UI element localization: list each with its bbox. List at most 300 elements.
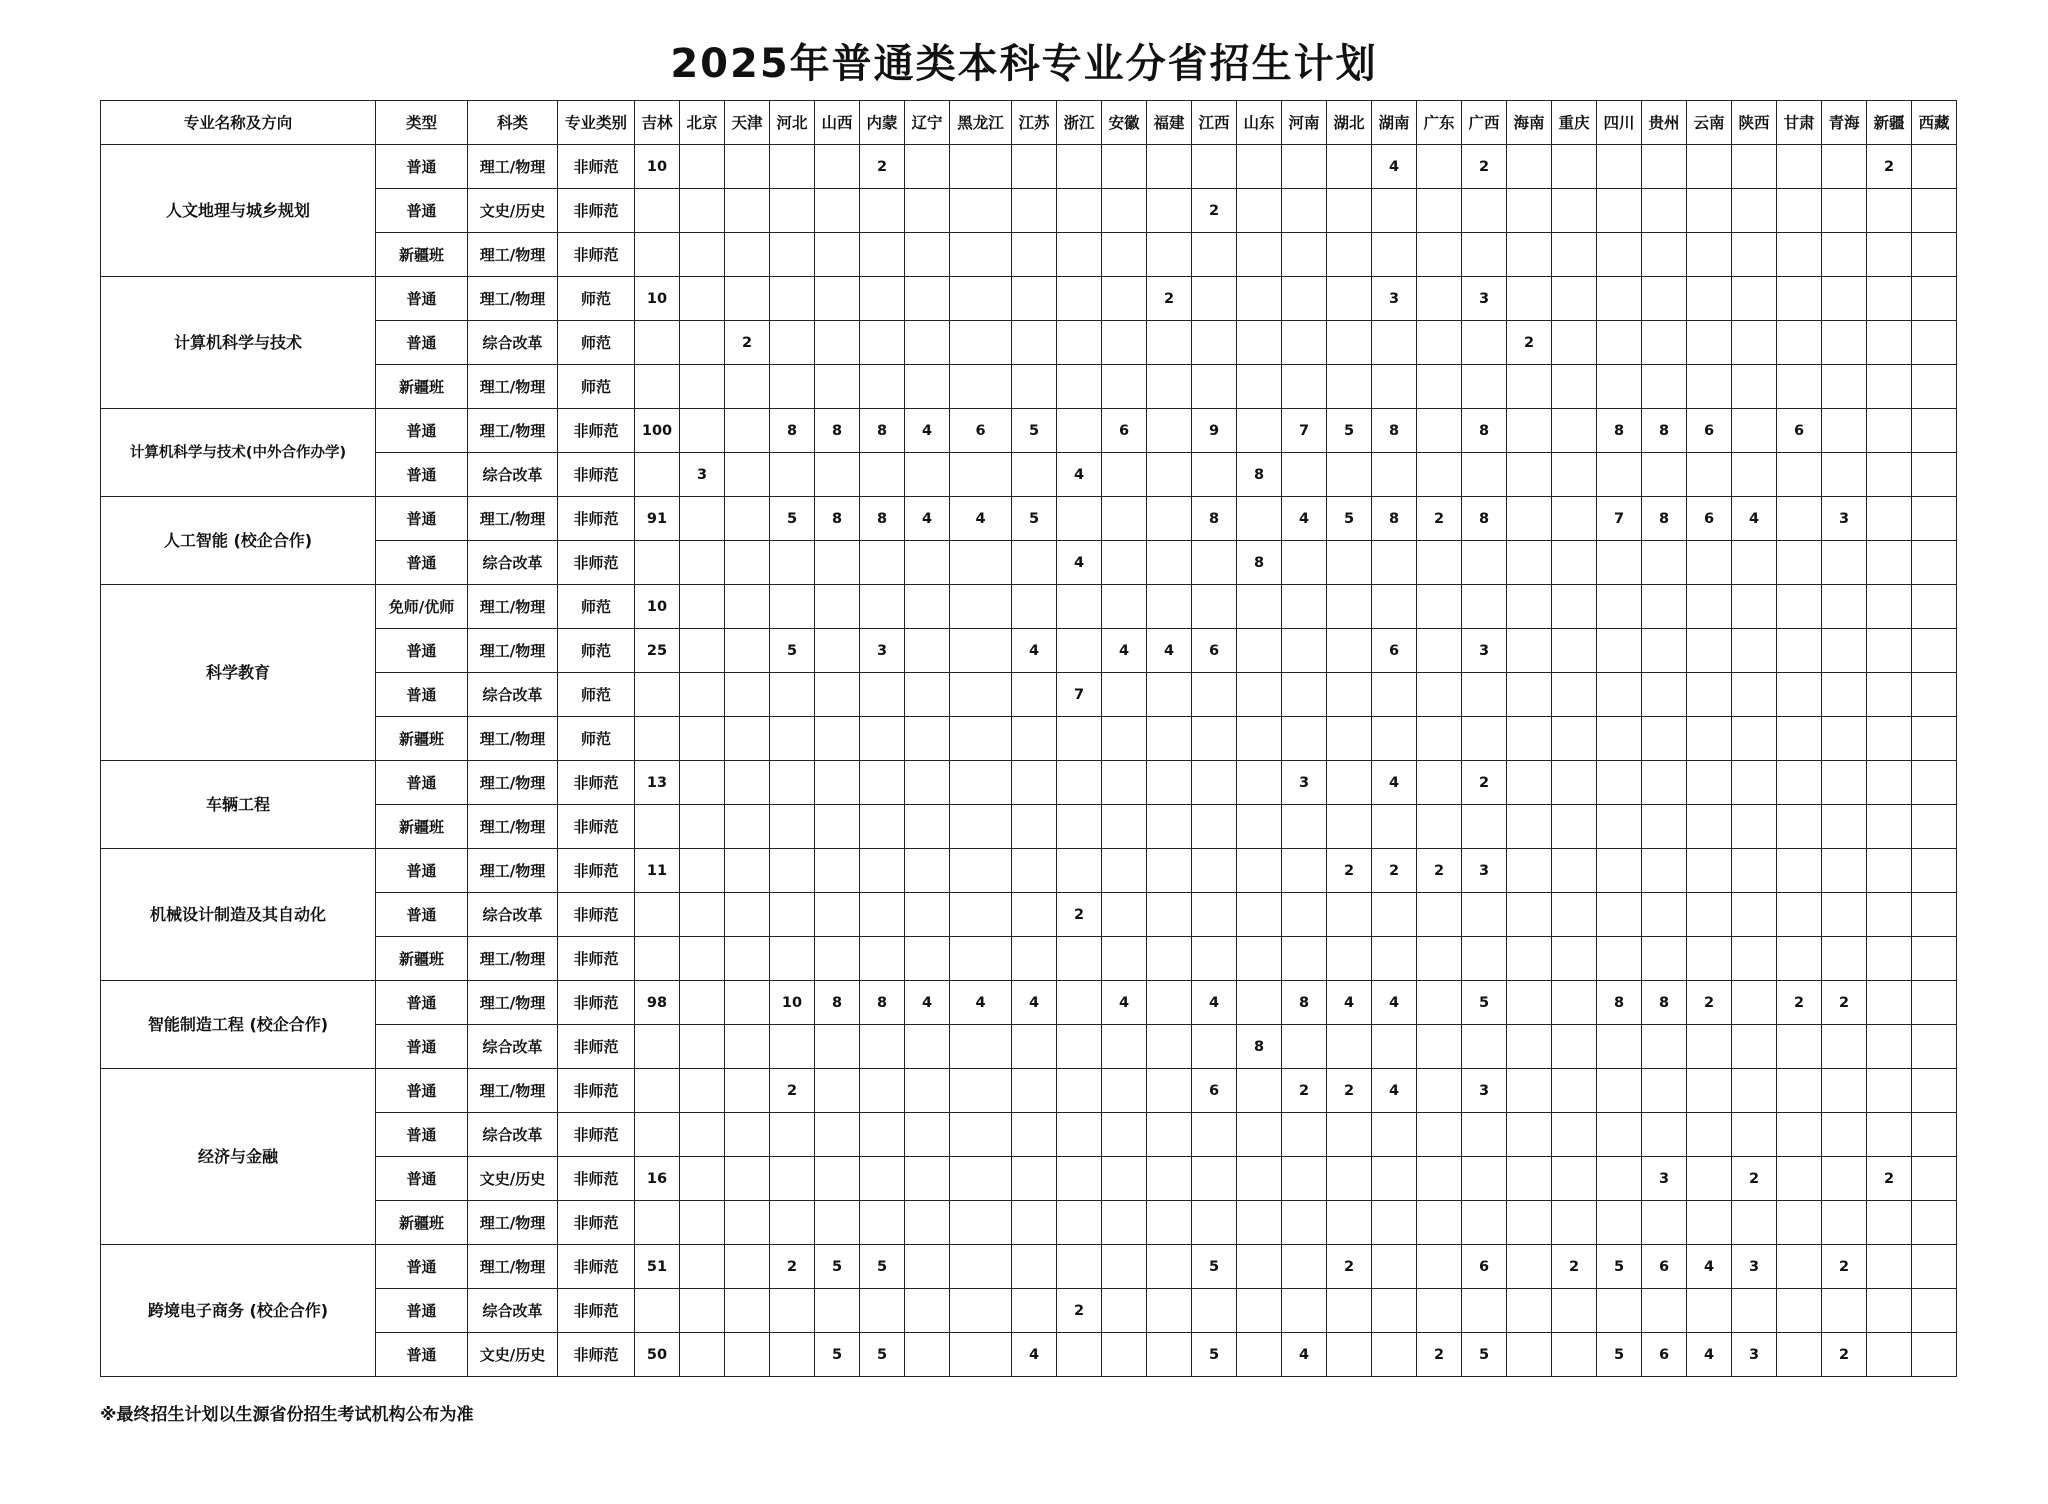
quota-cell (1462, 585, 1507, 629)
category-cell: 师范 (558, 365, 635, 409)
quota-cell (1282, 1201, 1327, 1245)
quota-cell (1417, 277, 1462, 321)
quota-cell (1057, 365, 1102, 409)
quota-cell (1462, 541, 1507, 585)
category-cell: 非师范 (558, 1025, 635, 1069)
quota-cell (1867, 805, 1912, 849)
quota-cell (1012, 761, 1057, 805)
quota-cell (1687, 1069, 1732, 1113)
quota-cell (1417, 1201, 1462, 1245)
quota-cell: 4 (1282, 497, 1327, 541)
column-header: 山西 (815, 101, 860, 145)
quota-cell: 5 (1192, 1245, 1237, 1289)
quota-cell (1687, 893, 1732, 937)
quota-cell (1507, 893, 1552, 937)
quota-cell (1642, 585, 1687, 629)
quota-cell (1327, 805, 1372, 849)
quota-cell (1822, 1069, 1867, 1113)
quota-cell: 2 (1732, 1157, 1777, 1201)
quota-cell (1102, 1333, 1147, 1377)
quota-cell (635, 937, 680, 981)
quota-cell (860, 189, 905, 233)
quota-cell: 4 (950, 981, 1012, 1025)
category-cell: 非师范 (558, 189, 635, 233)
major-name-cell: 计算机科学与技术 (101, 277, 376, 409)
column-header: 四川 (1597, 101, 1642, 145)
quota-cell (725, 893, 770, 937)
quota-cell (860, 893, 905, 937)
quota-cell (1147, 1289, 1192, 1333)
quota-cell (1012, 1157, 1057, 1201)
quota-cell (1417, 673, 1462, 717)
quota-cell (1822, 1289, 1867, 1333)
quota-cell (1372, 1245, 1417, 1289)
quota-cell (680, 805, 725, 849)
quota-cell (680, 1289, 725, 1333)
quota-cell (1282, 937, 1327, 981)
quota-cell (1822, 585, 1867, 629)
quota-cell: 2 (1327, 1069, 1372, 1113)
quota-cell (1912, 717, 1957, 761)
quota-cell (1012, 893, 1057, 937)
category-cell: 非师范 (558, 937, 635, 981)
quota-cell (950, 1245, 1012, 1289)
quota-cell (860, 761, 905, 805)
header-row (101, 101, 1957, 145)
quota-cell (1417, 981, 1462, 1025)
quota-cell (1417, 805, 1462, 849)
enrollment-plan-table (100, 100, 1957, 1377)
quota-cell (1867, 585, 1912, 629)
table-row (101, 453, 1957, 497)
quota-cell: 50 (635, 1333, 680, 1377)
quota-cell (1597, 145, 1642, 189)
quota-cell (1912, 145, 1957, 189)
quota-cell (1912, 761, 1957, 805)
quota-cell (905, 321, 950, 365)
quota-cell (815, 277, 860, 321)
quota-cell (770, 673, 815, 717)
quota-cell (1912, 1113, 1957, 1157)
quota-cell (1237, 629, 1282, 673)
quota-cell (1282, 1245, 1327, 1289)
quota-cell (1057, 629, 1102, 673)
quota-cell (1867, 717, 1912, 761)
category-cell: 非师范 (558, 761, 635, 805)
quota-cell (1282, 541, 1327, 585)
quota-cell (860, 321, 905, 365)
quota-cell: 4 (1687, 1245, 1732, 1289)
quota-cell: 6 (1687, 497, 1732, 541)
quota-cell (1012, 453, 1057, 497)
quota-cell (725, 1201, 770, 1245)
column-header: 类型 (376, 101, 468, 145)
quota-cell (815, 1069, 860, 1113)
quota-cell (1417, 409, 1462, 453)
quota-cell (1012, 321, 1057, 365)
subject-cell: 理工/物理 (468, 497, 558, 541)
quota-cell (1147, 761, 1192, 805)
subject-cell: 理工/物理 (468, 761, 558, 805)
quota-cell (1507, 849, 1552, 893)
quota-cell (1597, 1201, 1642, 1245)
subject-cell: 综合改革 (468, 1025, 558, 1069)
quota-cell (905, 849, 950, 893)
quota-cell (1642, 233, 1687, 277)
quota-cell: 5 (1327, 409, 1372, 453)
quota-cell (1057, 497, 1102, 541)
quota-cell (1237, 1289, 1282, 1333)
type-cell: 新疆班 (376, 805, 468, 849)
quota-cell: 2 (1417, 1333, 1462, 1377)
table-row (101, 1333, 1957, 1377)
quota-cell (1507, 277, 1552, 321)
quota-cell (1777, 717, 1822, 761)
quota-cell (770, 365, 815, 409)
quota-cell (1867, 1069, 1912, 1113)
quota-cell: 5 (1012, 497, 1057, 541)
quota-cell (1282, 277, 1327, 321)
quota-cell (1102, 321, 1147, 365)
quota-cell (1597, 585, 1642, 629)
quota-cell (635, 1025, 680, 1069)
quota-cell (1327, 761, 1372, 805)
quota-cell: 4 (1687, 1333, 1732, 1377)
quota-cell (1417, 365, 1462, 409)
quota-cell (1597, 189, 1642, 233)
quota-cell (1642, 937, 1687, 981)
quota-cell: 2 (1867, 145, 1912, 189)
quota-cell: 5 (770, 629, 815, 673)
quota-cell (1507, 673, 1552, 717)
quota-cell (1552, 1289, 1597, 1333)
quota-cell (1867, 497, 1912, 541)
quota-cell (1372, 365, 1417, 409)
quota-cell (950, 145, 1012, 189)
category-cell: 非师范 (558, 893, 635, 937)
quota-cell (1777, 321, 1822, 365)
quota-cell (1552, 321, 1597, 365)
quota-cell (1822, 145, 1867, 189)
quota-cell (950, 1333, 1012, 1377)
quota-cell (1327, 1025, 1372, 1069)
quota-cell (1237, 409, 1282, 453)
quota-cell (1687, 849, 1732, 893)
quota-cell (1552, 1333, 1597, 1377)
type-cell: 普通 (376, 849, 468, 893)
quota-cell (950, 453, 1012, 497)
quota-cell (1867, 1289, 1912, 1333)
quota-cell (1867, 409, 1912, 453)
quota-cell (1507, 937, 1552, 981)
quota-cell: 2 (1462, 145, 1507, 189)
quota-cell (725, 1333, 770, 1377)
quota-cell (1552, 629, 1597, 673)
quota-cell (1282, 717, 1327, 761)
quota-cell (1822, 849, 1867, 893)
quota-cell (725, 1069, 770, 1113)
type-cell: 新疆班 (376, 233, 468, 277)
quota-cell (1462, 189, 1507, 233)
quota-cell (1597, 937, 1642, 981)
quota-cell (860, 1025, 905, 1069)
quota-cell (1057, 1245, 1102, 1289)
quota-cell (1237, 321, 1282, 365)
quota-cell (1822, 409, 1867, 453)
quota-cell: 4 (1102, 629, 1147, 673)
column-header: 重庆 (1552, 101, 1597, 145)
quota-cell (1822, 629, 1867, 673)
quota-cell (1552, 1069, 1597, 1113)
quota-cell (1822, 893, 1867, 937)
table-row (101, 805, 1957, 849)
quota-cell (1012, 717, 1057, 761)
quota-cell (1102, 717, 1147, 761)
major-name-cell: 机械设计制造及其自动化 (101, 849, 376, 981)
quota-cell (1507, 189, 1552, 233)
quota-cell (1417, 1289, 1462, 1333)
quota-cell (1282, 849, 1327, 893)
quota-cell (860, 849, 905, 893)
quota-cell (950, 629, 1012, 673)
quota-cell (1057, 409, 1102, 453)
quota-cell (905, 365, 950, 409)
quota-cell (1822, 541, 1867, 585)
quota-cell (1327, 937, 1372, 981)
quota-cell (1012, 145, 1057, 189)
quota-cell (1417, 937, 1462, 981)
quota-cell (1102, 145, 1147, 189)
column-header: 海南 (1507, 101, 1552, 145)
quota-cell: 8 (815, 409, 860, 453)
quota-cell (1642, 321, 1687, 365)
quota-cell (1867, 1201, 1912, 1245)
category-cell: 非师范 (558, 409, 635, 453)
quota-cell: 8 (1597, 981, 1642, 1025)
quota-cell (770, 1025, 815, 1069)
quota-cell (1552, 453, 1597, 497)
quota-cell (680, 1113, 725, 1157)
quota-cell: 3 (1372, 277, 1417, 321)
quota-cell (1642, 717, 1687, 761)
quota-cell (1372, 937, 1417, 981)
quota-cell (860, 673, 905, 717)
table-row (101, 1157, 1957, 1201)
quota-cell (1867, 453, 1912, 497)
quota-cell (1732, 893, 1777, 937)
column-header: 广东 (1417, 101, 1462, 145)
quota-cell (1417, 761, 1462, 805)
quota-cell (1687, 629, 1732, 673)
quota-cell (815, 145, 860, 189)
quota-cell: 25 (635, 629, 680, 673)
quota-cell (1192, 937, 1237, 981)
quota-cell (725, 497, 770, 541)
quota-cell (1597, 1025, 1642, 1069)
quota-cell (905, 585, 950, 629)
quota-cell (905, 1025, 950, 1069)
category-cell: 师范 (558, 321, 635, 365)
quota-cell (1192, 145, 1237, 189)
quota-cell (905, 145, 950, 189)
quota-cell (1102, 805, 1147, 849)
quota-cell (1507, 409, 1552, 453)
column-header: 广西 (1462, 101, 1507, 145)
major-name-cell: 经济与金融 (101, 1069, 376, 1245)
subject-cell: 理工/物理 (468, 145, 558, 189)
quota-cell (1192, 805, 1237, 849)
column-header: 河北 (770, 101, 815, 145)
table-row (101, 981, 1957, 1025)
quota-cell: 5 (1462, 1333, 1507, 1377)
quota-cell (1552, 365, 1597, 409)
subject-cell: 文史/历史 (468, 189, 558, 233)
quota-cell (1102, 1289, 1147, 1333)
quota-cell (905, 233, 950, 277)
quota-cell (1687, 717, 1732, 761)
quota-cell (1417, 1113, 1462, 1157)
quota-cell (725, 233, 770, 277)
quota-cell (770, 277, 815, 321)
quota-cell (1642, 893, 1687, 937)
quota-cell (1597, 805, 1642, 849)
type-cell: 普通 (376, 629, 468, 673)
quota-cell: 10 (635, 145, 680, 189)
column-header: 专业名称及方向 (101, 101, 376, 145)
quota-cell (1102, 541, 1147, 585)
table-row (101, 1113, 1957, 1157)
quota-cell (1462, 1157, 1507, 1201)
quota-cell (1012, 1289, 1057, 1333)
quota-cell (1417, 1157, 1462, 1201)
quota-cell (950, 1025, 1012, 1069)
quota-cell (1372, 673, 1417, 717)
quota-cell (635, 1113, 680, 1157)
quota-cell (1822, 365, 1867, 409)
quota-cell (860, 277, 905, 321)
quota-cell (1237, 145, 1282, 189)
quota-cell (1012, 1025, 1057, 1069)
quota-cell (1777, 541, 1822, 585)
column-header: 北京 (680, 101, 725, 145)
quota-cell (860, 1201, 905, 1245)
quota-cell (1912, 1069, 1957, 1113)
quota-cell (1147, 409, 1192, 453)
quota-cell (1102, 1069, 1147, 1113)
quota-cell (1822, 233, 1867, 277)
column-header: 江苏 (1012, 101, 1057, 145)
quota-cell (815, 849, 860, 893)
quota-cell (1642, 1289, 1687, 1333)
quota-cell: 3 (1732, 1333, 1777, 1377)
quota-cell (1552, 497, 1597, 541)
quota-cell (1102, 497, 1147, 541)
quota-cell (1732, 937, 1777, 981)
type-cell: 普通 (376, 1025, 468, 1069)
quota-cell (1822, 805, 1867, 849)
quota-cell (1327, 453, 1372, 497)
quota-cell (1597, 629, 1642, 673)
quota-cell (1912, 937, 1957, 981)
quota-cell (1507, 1025, 1552, 1069)
quota-cell (1912, 541, 1957, 585)
quota-cell (950, 189, 1012, 233)
quota-cell (1057, 1157, 1102, 1201)
quota-cell (1552, 541, 1597, 585)
quota-cell: 9 (1192, 409, 1237, 453)
quota-cell (1552, 277, 1597, 321)
quota-cell (725, 805, 770, 849)
quota-cell (950, 893, 1012, 937)
quota-cell (905, 717, 950, 761)
quota-cell: 8 (860, 981, 905, 1025)
category-cell: 非师范 (558, 981, 635, 1025)
major-name-cell: 人工智能 (校企合作) (101, 497, 376, 585)
column-header: 云南 (1687, 101, 1732, 145)
quota-cell (680, 717, 725, 761)
quota-cell (905, 893, 950, 937)
table-row (101, 629, 1957, 673)
quota-cell (1012, 673, 1057, 717)
quota-cell (1642, 365, 1687, 409)
quota-cell (1012, 849, 1057, 893)
quota-cell (1237, 761, 1282, 805)
subject-cell: 理工/物理 (468, 805, 558, 849)
quota-cell: 91 (635, 497, 680, 541)
quota-cell (1147, 893, 1192, 937)
quota-cell (1642, 1025, 1687, 1069)
category-cell: 非师范 (558, 1245, 635, 1289)
quota-cell (1507, 805, 1552, 849)
quota-cell (1147, 321, 1192, 365)
quota-cell: 8 (1372, 409, 1417, 453)
subject-cell: 综合改革 (468, 893, 558, 937)
quota-cell (815, 761, 860, 805)
quota-cell: 6 (950, 409, 1012, 453)
quota-cell: 7 (1282, 409, 1327, 453)
quota-cell (1057, 1333, 1102, 1377)
quota-cell (680, 1333, 725, 1377)
column-header: 黑龙江 (950, 101, 1012, 145)
quota-cell (950, 321, 1012, 365)
column-header: 山东 (1237, 101, 1282, 145)
quota-cell (1507, 1157, 1552, 1201)
quota-cell (860, 585, 905, 629)
quota-cell (860, 805, 905, 849)
type-cell: 普通 (376, 981, 468, 1025)
quota-cell (1642, 761, 1687, 805)
quota-cell (1732, 849, 1777, 893)
quota-cell (1282, 893, 1327, 937)
quota-cell (1462, 673, 1507, 717)
quota-cell (1912, 849, 1957, 893)
category-cell: 非师范 (558, 849, 635, 893)
quota-cell (1732, 365, 1777, 409)
quota-cell (1822, 321, 1867, 365)
quota-cell: 3 (680, 453, 725, 497)
quota-cell: 8 (770, 409, 815, 453)
type-cell: 普通 (376, 1333, 468, 1377)
quota-cell: 4 (1372, 761, 1417, 805)
quota-cell (1912, 409, 1957, 453)
table-row (101, 497, 1957, 541)
category-cell: 师范 (558, 629, 635, 673)
quota-cell (1687, 321, 1732, 365)
quota-cell: 7 (1057, 673, 1102, 717)
quota-cell (1642, 1069, 1687, 1113)
quota-cell (1462, 1201, 1507, 1245)
quota-cell (1777, 1245, 1822, 1289)
